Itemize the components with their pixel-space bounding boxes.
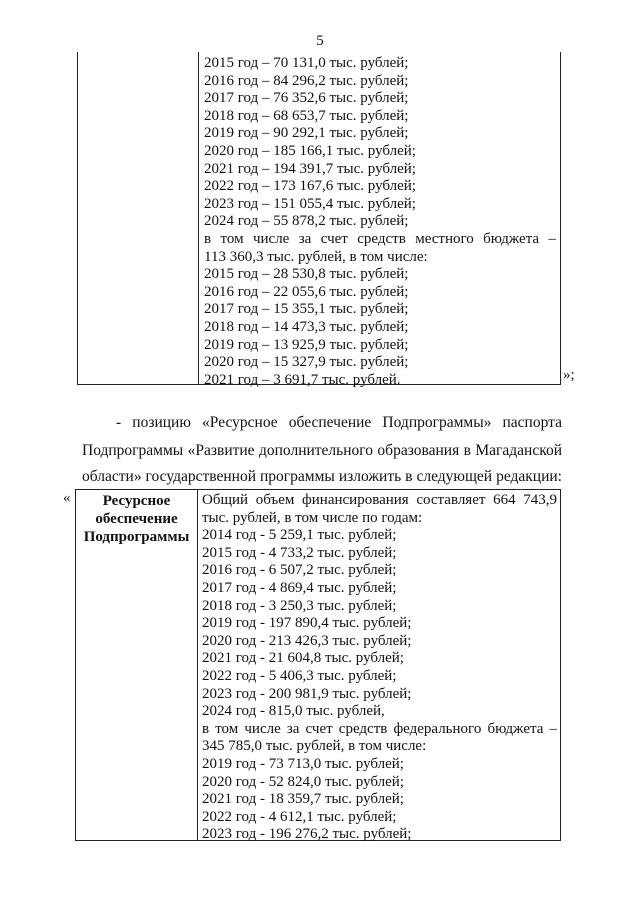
funding-line: 2015 год - 4 733,2 тыс. рублей;	[202, 544, 397, 561]
row-header	[76, 492, 197, 546]
funding-line: 2024 год - 815,0 тыс. рублей,	[202, 703, 385, 720]
instruction-paragraph-line: - позицию «Ресурсное обеспечение Подпрограммы» паспорта	[116, 414, 562, 431]
column-divider	[198, 52, 199, 384]
funding-line: 2021 год - 18 359,7 тыс. рублей;	[202, 791, 404, 808]
funding-lines	[204, 55, 556, 389]
funding-line: 2021 год – 194 391,7 тыс. рублей;	[204, 160, 416, 177]
funding-line: 2023 год - 196 276,2 тыс. рублей;	[202, 826, 412, 843]
funding-line: 2017 год – 76 352,6 тыс. рублей;	[204, 90, 409, 107]
funding-line: 2014 год - 5 259,1 тыс. рублей;	[202, 527, 397, 544]
funding-line: в том числе за счет средств местного бюджета –	[204, 230, 556, 247]
funding-line: 2021 год - 21 604,8 тыс. рублей;	[202, 650, 404, 667]
row-header-line: обеспечение	[95, 511, 178, 527]
funding-line: 2019 год - 197 890,4 тыс. рублей;	[202, 615, 412, 632]
funding-line: 2019 год – 90 292,1 тыс. рублей;	[204, 125, 409, 142]
funding-line: 2023 год - 200 981,9 тыс. рублей;	[202, 685, 412, 702]
funding-line: 2020 год – 185 166,1 тыс. рублей;	[204, 142, 416, 159]
row-header-line: Ресурсное	[102, 493, 171, 509]
funding-line: 2020 год - 52 824,0 тыс. рублей;	[202, 773, 404, 790]
column-divider	[197, 490, 198, 840]
funding-line: 2020 год – 15 327,9 тыс. рублей;	[204, 354, 409, 371]
funding-line: 2018 год – 68 653,7 тыс. рублей;	[204, 107, 409, 124]
closing-quote: »;	[563, 367, 575, 383]
funding-line: 2019 год - 73 713,0 тыс. рублей;	[202, 755, 404, 772]
resource-provision-table	[75, 489, 561, 841]
funding-line: 2016 год – 22 055,6 тыс. рублей;	[204, 283, 409, 300]
funding-line: 2020 год - 213 426,3 тыс. рублей;	[202, 632, 412, 649]
funding-line: 2016 год - 6 507,2 тыс. рублей;	[202, 562, 397, 579]
funding-line: 2017 год - 4 869,4 тыс. рублей;	[202, 579, 397, 596]
funding-line: 113 360,3 тыс. рублей, в том числе:	[204, 248, 428, 265]
funding-line: 2024 год – 55 878,2 тыс. рублей;	[204, 213, 409, 230]
funding-line: 2018 год - 3 250,3 тыс. рублей;	[202, 597, 397, 614]
funding-table-continuation	[77, 52, 561, 388]
funding-line: 2022 год – 173 167,6 тыс. рублей;	[204, 178, 416, 195]
funding-lines	[202, 492, 557, 844]
funding-line: тыс. рублей, в том числе по годам:	[202, 509, 423, 526]
funding-line: 2023 год – 151 055,4 тыс. рублей;	[204, 195, 416, 212]
opening-quote: «	[63, 490, 71, 506]
instruction-paragraph-line: Подпрограммы «Развитие дополнительного образования в Магаданской	[82, 442, 562, 459]
instruction-paragraph-line: области» государственной программы изложить в следующей редакции:	[82, 468, 562, 485]
funding-line: 2022 год - 5 406,3 тыс. рублей;	[202, 667, 397, 684]
funding-line: 2019 год – 13 925,9 тыс. рублей;	[204, 336, 409, 353]
funding-line: 2015 год – 70 131,0 тыс. рублей;	[204, 55, 409, 71]
page-number: 5	[316, 33, 324, 49]
row-header-line: Подпрограммы	[83, 529, 190, 545]
funding-line: 2022 год - 4 612,1 тыс. рублей;	[202, 808, 397, 825]
funding-line: в том числе за счет средств федерального бюджета –	[202, 720, 557, 737]
funding-line: 345 785,0 тыс. рублей, в том числе:	[202, 738, 427, 755]
funding-line: Общий объем финансирования составляет 664 743,9	[202, 492, 557, 508]
funding-line: 2018 год – 14 473,3 тыс. рублей;	[204, 318, 409, 335]
funding-line: 2021 год – 3 691,7 тыс. рублей.	[204, 371, 401, 388]
funding-line: 2015 год – 28 530,8 тыс. рублей;	[204, 266, 409, 283]
funding-line: 2017 год – 15 355,1 тыс. рублей;	[204, 301, 409, 318]
funding-line: 2016 год – 84 296,2 тыс. рублей;	[204, 72, 409, 89]
